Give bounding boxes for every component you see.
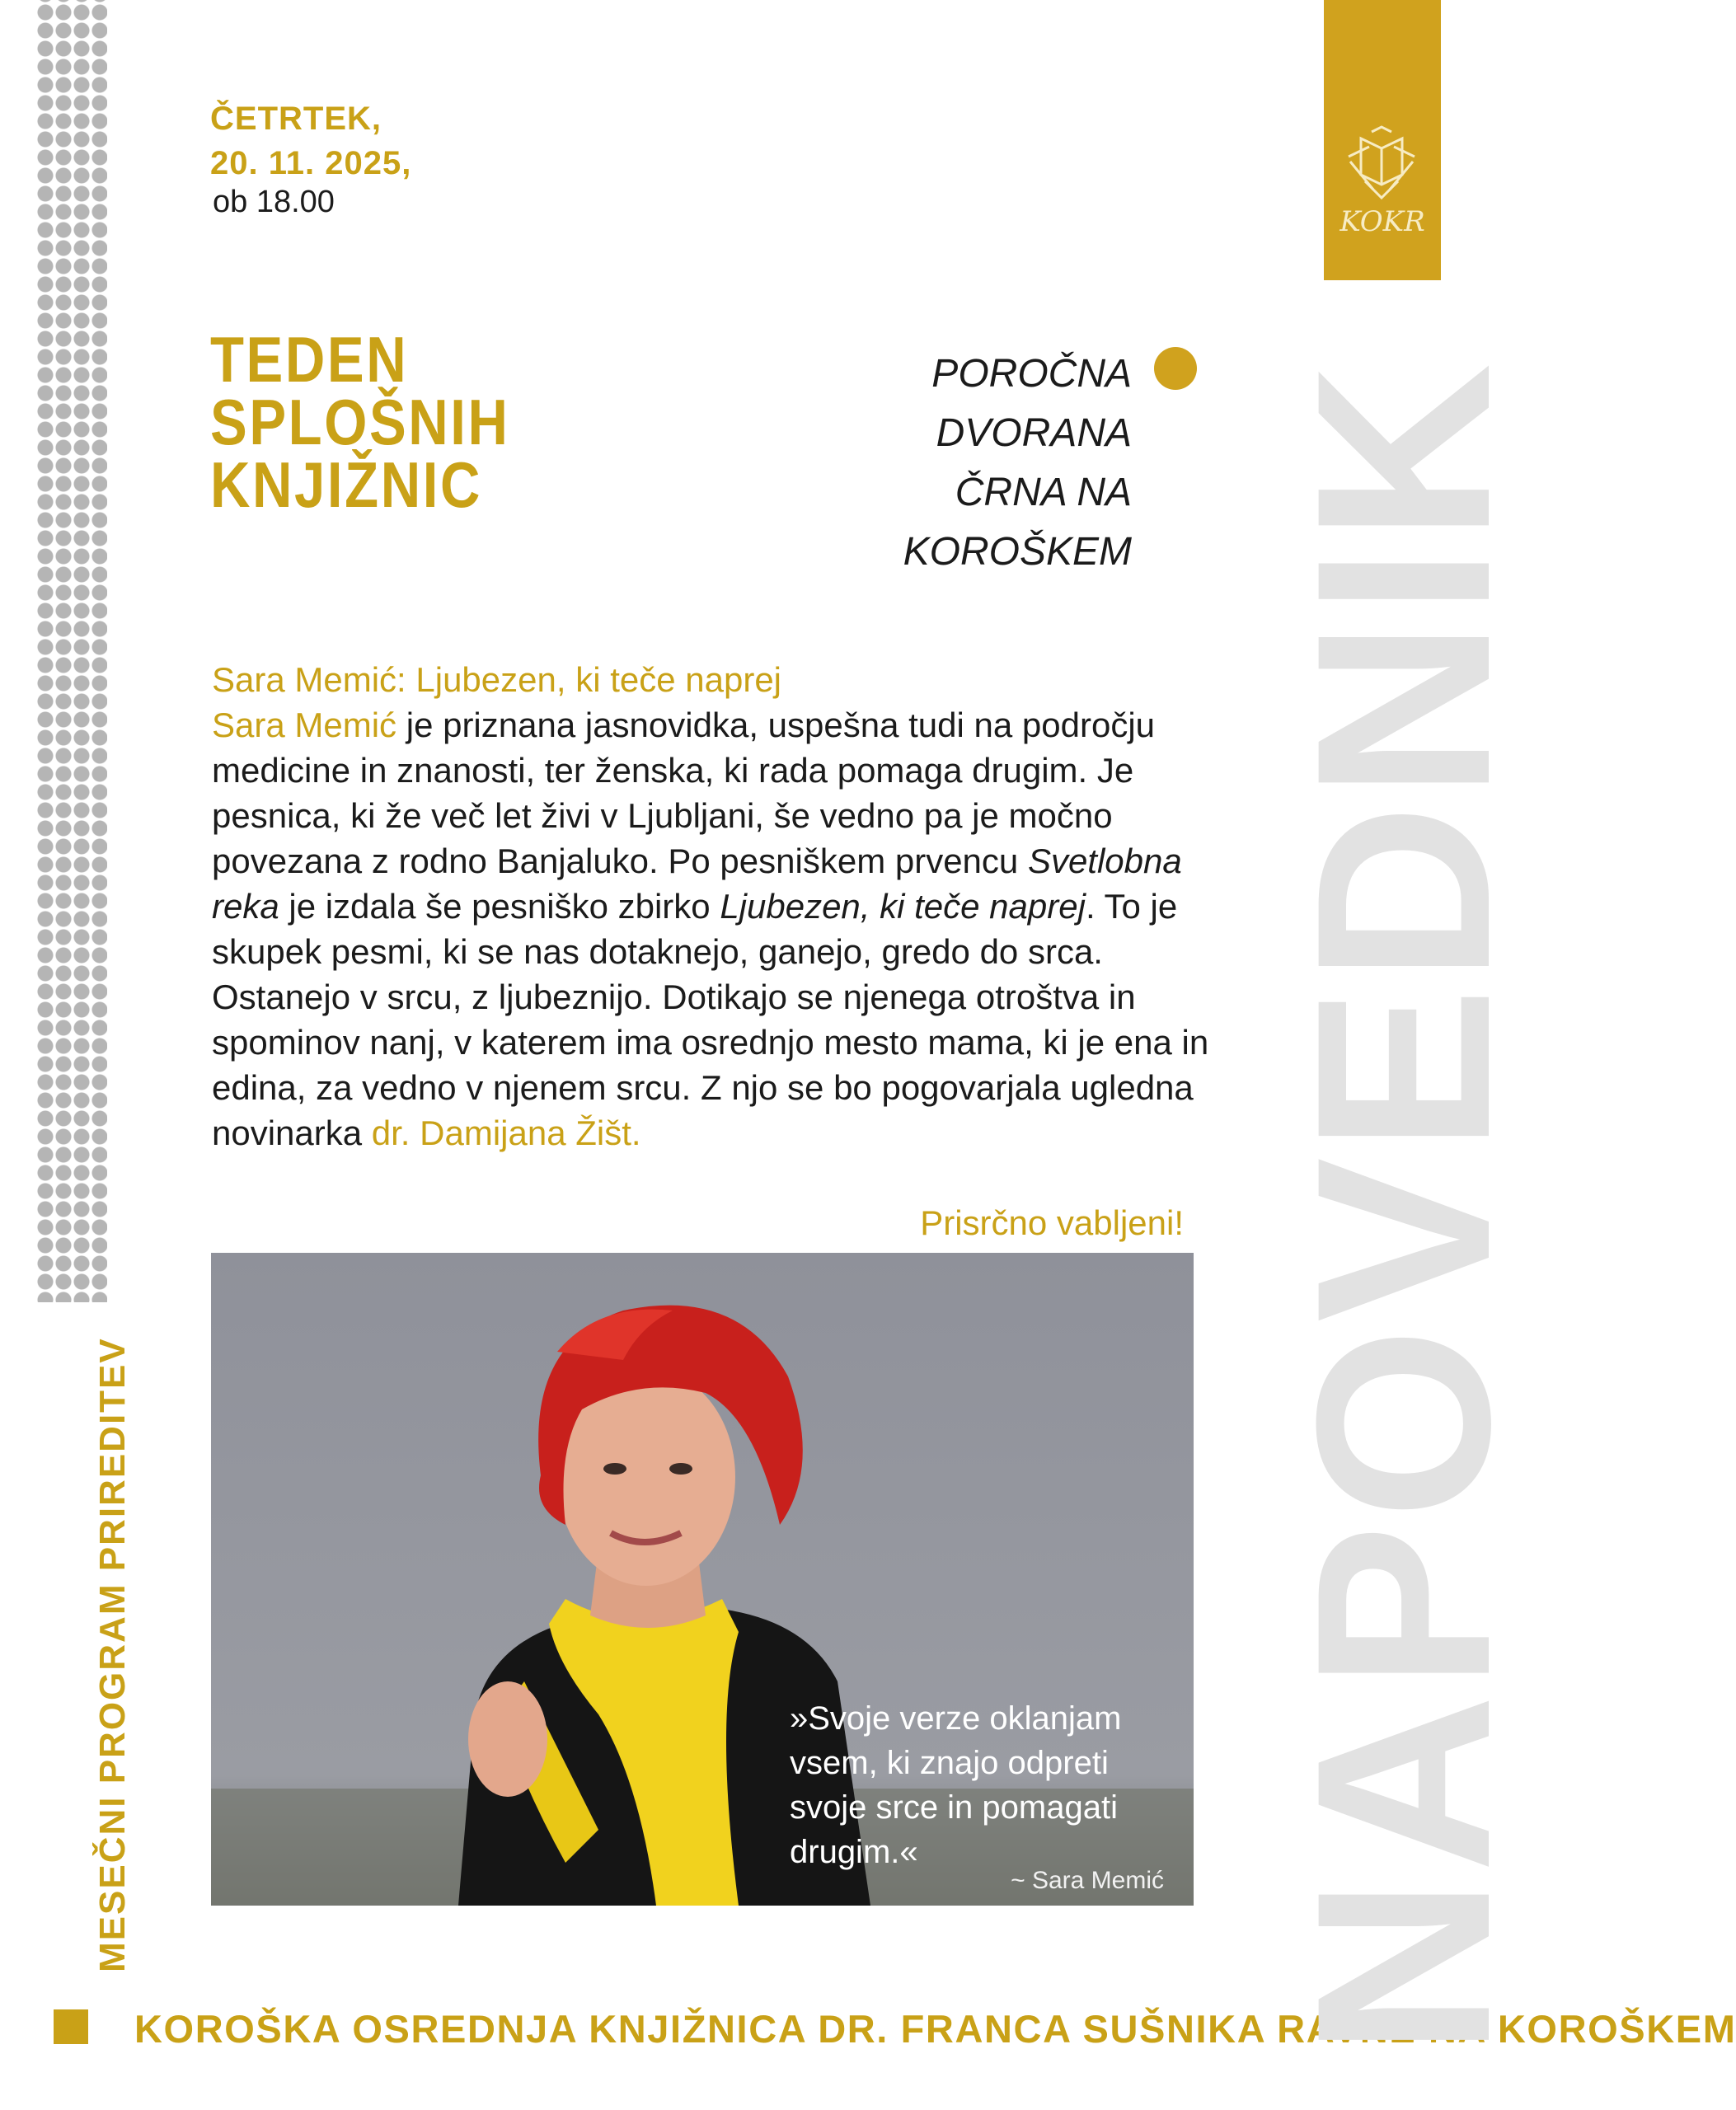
event-venue (802, 345, 1132, 582)
event-date: 20. 11. 2025, (210, 145, 412, 181)
event-time: ob 18.00 (213, 185, 335, 219)
venue-dot-marker (1154, 347, 1197, 390)
event-day: ČETRTEK, (210, 101, 382, 137)
library-logo (1324, 0, 1441, 280)
author-name: Sara Memić (212, 706, 397, 744)
moderator-name: dr. Damijana Žišt. (371, 1114, 641, 1152)
footer-square-marker (54, 2009, 88, 2044)
article-text: je izdala še pesniško zbirko (279, 887, 720, 926)
welcome-text: Prisrčno vabljeni! (920, 1203, 1184, 1242)
photo-quote: »Svoje verze oklanjam vsem, ki znajo odpreti svoje srce in pomagati drugim.« (790, 1700, 1122, 1870)
article-heading: Sara Memić: Ljubezen, ki teče naprej (212, 660, 782, 699)
venue-line: POROČNA (931, 352, 1132, 396)
event-title: TEDEN SPLOŠNIH KNJIŽNIC (210, 323, 510, 521)
venue-line: ČRNA NA (955, 471, 1132, 514)
article-body (212, 657, 1226, 1156)
venue-line: KOROŠKEM (903, 530, 1132, 574)
big-background-word: NAPOVEDNIK (1264, 358, 1541, 2056)
book-title: Ljubezen, ki teče naprej (720, 887, 1086, 926)
quote-author-text: ~ Sara Memić (1011, 1867, 1164, 1894)
article-text: je priznana jasnovidka, uspešna tudi na področju medicine in znanosti, ter ženska, ki rada pomaga drugim. Je pesnica, ki že več let živi v Ljubljani, še vedno pa je močno povezana z rodno Banjaluko. Po pesniškem prvencu (212, 706, 1156, 880)
dotted-pattern-strip (36, 0, 107, 1302)
quote-author (1011, 1867, 1164, 1895)
logo-text: KOKR (1340, 205, 1425, 238)
book-pinwheel-icon (1332, 124, 1433, 247)
article-paragraph (212, 702, 1226, 1156)
program-label: MESEČNI PROGRAM PRIREDITEV (92, 1337, 133, 1972)
venue-line: DVORANA (936, 411, 1132, 455)
footer-title: KOROŠKA OSREDNJA KNJIŽNICA DR. FRANCA SUŠNIKA RAVNE NA KOROŠKEM (134, 2007, 1736, 2051)
book-title: Svetlobna reka (212, 842, 1182, 926)
article-text: . To je skupek pesmi, ki se nas dotaknejo, ganejo, gredo do srca. Ostanejo v srcu, z ljubeznijo. Dotikajo se njenega otroštva in spominov nanj, v katerem ima osrednjo mesto mama, ki je ena in edina, za vedno v njenem srcu. Z njo se bo pogovarjala ugledna novinarka (212, 887, 1209, 1152)
